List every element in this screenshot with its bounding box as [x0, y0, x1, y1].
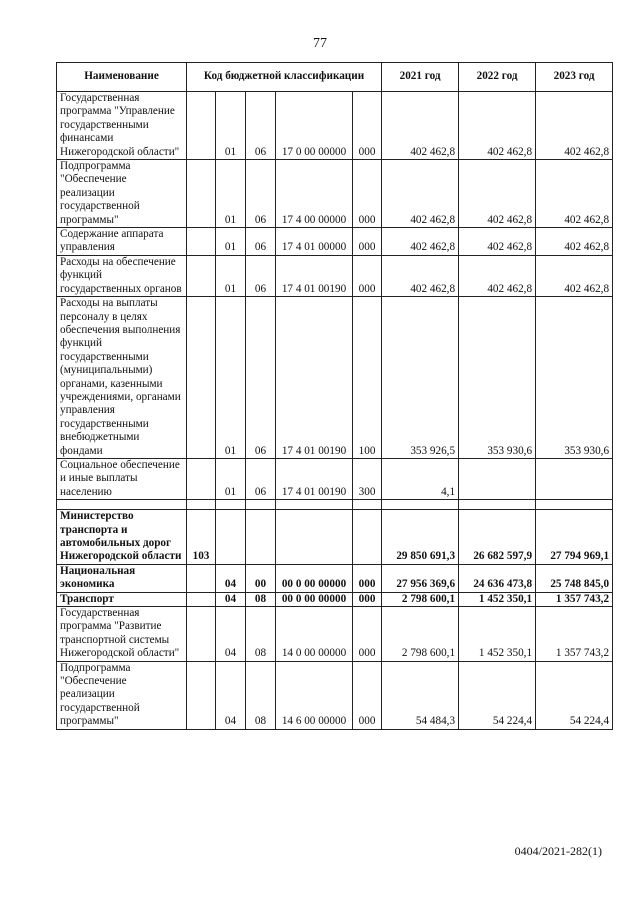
header-row	[57, 63, 613, 92]
code-ministry	[187, 564, 216, 592]
header-code: Код бюджетной классификации	[187, 63, 382, 92]
value-2023: 402 462,8	[536, 255, 613, 296]
code-target: 14 0 00 00000	[276, 607, 353, 662]
code-expense-type: 000	[353, 92, 382, 160]
code-target: 00 0 00 00000	[276, 564, 353, 592]
row-name: Национальная экономика	[57, 564, 187, 592]
code-target: 17 0 00 00000	[276, 92, 353, 160]
code-expense-type: 000	[353, 160, 382, 228]
table-row	[57, 510, 613, 565]
value-2021: 402 462,8	[382, 160, 459, 228]
code-section: 04	[216, 661, 246, 729]
value-2021: 353 926,5	[382, 297, 459, 459]
code-expense-type: 000	[353, 661, 382, 729]
row-name: Транспорт	[57, 592, 187, 606]
value-2023: 1 357 743,2	[536, 607, 613, 662]
value-2021: 2 798 600,1	[382, 592, 459, 606]
code-target: 17 4 00 00000	[276, 160, 353, 228]
table-row	[57, 92, 613, 160]
value-2022: 402 462,8	[459, 255, 536, 296]
value-2022: 24 636 473,8	[459, 564, 536, 592]
footer-document-code: 0404/2021-282(1)	[514, 844, 602, 858]
code-subsection: 06	[246, 458, 276, 499]
value-2023: 402 462,8	[536, 92, 613, 160]
value-2022: 402 462,8	[459, 92, 536, 160]
code-ministry: 103	[187, 510, 216, 565]
code-section	[216, 510, 246, 565]
table-row	[57, 661, 613, 729]
row-name: Государственная программа "Управление государственными финансами Нижегородской области"	[57, 92, 187, 160]
code-expense-type: 000	[353, 564, 382, 592]
row-name: Расходы на обеспечение функций государственных органов	[57, 255, 187, 296]
value-2023: 25 748 845,0	[536, 564, 613, 592]
value-2021: 29 850 691,3	[382, 510, 459, 565]
code-subsection: 08	[246, 607, 276, 662]
page-number: 77	[313, 36, 327, 51]
code-ministry	[187, 592, 216, 606]
row-name: Государственная программа "Развитие транспортной системы Нижегородской области"	[57, 607, 187, 662]
code-expense-type: 100	[353, 297, 382, 459]
table-row	[57, 458, 613, 499]
code-subsection: 06	[246, 92, 276, 160]
code-ministry	[187, 92, 216, 160]
code-ministry	[187, 661, 216, 729]
code-ministry	[187, 607, 216, 662]
code-expense-type: 000	[353, 607, 382, 662]
value-2022	[459, 458, 536, 499]
code-section: 04	[216, 564, 246, 592]
value-2021: 2 798 600,1	[382, 607, 459, 662]
code-subsection: 08	[246, 592, 276, 606]
code-target: 17 4 01 00190	[276, 458, 353, 499]
row-name: Министерство транспорта и автомобильных дорог Нижегородской области	[57, 510, 187, 565]
code-expense-type: 000	[353, 228, 382, 256]
value-2023: 54 224,4	[536, 661, 613, 729]
code-section: 01	[216, 297, 246, 459]
code-expense-type	[353, 510, 382, 565]
row-name: Подпрограмма "Обеспечение реализации государственной программы"	[57, 160, 187, 228]
code-target: 17 4 01 00190	[276, 297, 353, 459]
code-section: 01	[216, 255, 246, 296]
code-subsection: 06	[246, 297, 276, 459]
row-name: Содержание аппарата управления	[57, 228, 187, 256]
code-subsection: 06	[246, 255, 276, 296]
code-section: 01	[216, 228, 246, 256]
code-section: 01	[216, 92, 246, 160]
code-subsection	[246, 510, 276, 565]
table-row	[57, 564, 613, 592]
table-row	[57, 592, 613, 606]
code-expense-type: 000	[353, 592, 382, 606]
code-target: 00 0 00 00000	[276, 592, 353, 606]
table-row	[57, 228, 613, 256]
code-target: 14 6 00 00000	[276, 661, 353, 729]
code-target: 17 4 01 00000	[276, 228, 353, 256]
code-ministry	[187, 458, 216, 499]
value-2022: 1 452 350,1	[459, 592, 536, 606]
header-2022: 2022 год	[459, 63, 536, 92]
spacer-row	[57, 500, 613, 510]
code-ministry	[187, 228, 216, 256]
code-subsection: 00	[246, 564, 276, 592]
code-expense-type: 000	[353, 255, 382, 296]
value-2023: 353 930,6	[536, 297, 613, 459]
value-2022: 402 462,8	[459, 160, 536, 228]
value-2021: 4,1	[382, 458, 459, 499]
code-section: 04	[216, 607, 246, 662]
value-2022: 26 682 597,9	[459, 510, 536, 565]
code-target: 17 4 01 00190	[276, 255, 353, 296]
code-section: 01	[216, 160, 246, 228]
code-expense-type: 300	[353, 458, 382, 499]
row-name: Социальное обеспечение и иные выплаты населению	[57, 458, 187, 499]
code-subsection: 08	[246, 661, 276, 729]
header-2021: 2021 год	[382, 63, 459, 92]
value-2021: 54 484,3	[382, 661, 459, 729]
value-2023: 402 462,8	[536, 228, 613, 256]
code-ministry	[187, 297, 216, 459]
table-row	[57, 160, 613, 228]
value-2023	[536, 458, 613, 499]
code-section: 04	[216, 592, 246, 606]
value-2023: 27 794 969,1	[536, 510, 613, 565]
header-2023: 2023 год	[536, 63, 613, 92]
code-ministry	[187, 160, 216, 228]
code-subsection: 06	[246, 228, 276, 256]
value-2022: 54 224,4	[459, 661, 536, 729]
table-row	[57, 255, 613, 296]
value-2021: 27 956 369,6	[382, 564, 459, 592]
code-ministry	[187, 255, 216, 296]
value-2021: 402 462,8	[382, 92, 459, 160]
budget-table	[56, 62, 613, 730]
row-name: Расходы на выплаты персоналу в целях обеспечения выполнения функций государственными (муниципальными) органами, казенными учреждениями, органами управления государственными внебюджетными фондами	[57, 297, 187, 459]
value-2022: 1 452 350,1	[459, 607, 536, 662]
value-2021: 402 462,8	[382, 255, 459, 296]
value-2022: 402 462,8	[459, 228, 536, 256]
header-name: Наименование	[57, 63, 187, 92]
table-row	[57, 297, 613, 459]
value-2021: 402 462,8	[382, 228, 459, 256]
table-row	[57, 607, 613, 662]
code-section: 01	[216, 458, 246, 499]
code-subsection: 06	[246, 160, 276, 228]
value-2023: 1 357 743,2	[536, 592, 613, 606]
value-2023: 402 462,8	[536, 160, 613, 228]
code-target	[276, 510, 353, 565]
row-name: Подпрограмма "Обеспечение реализации государственной программы"	[57, 661, 187, 729]
value-2022: 353 930,6	[459, 297, 536, 459]
